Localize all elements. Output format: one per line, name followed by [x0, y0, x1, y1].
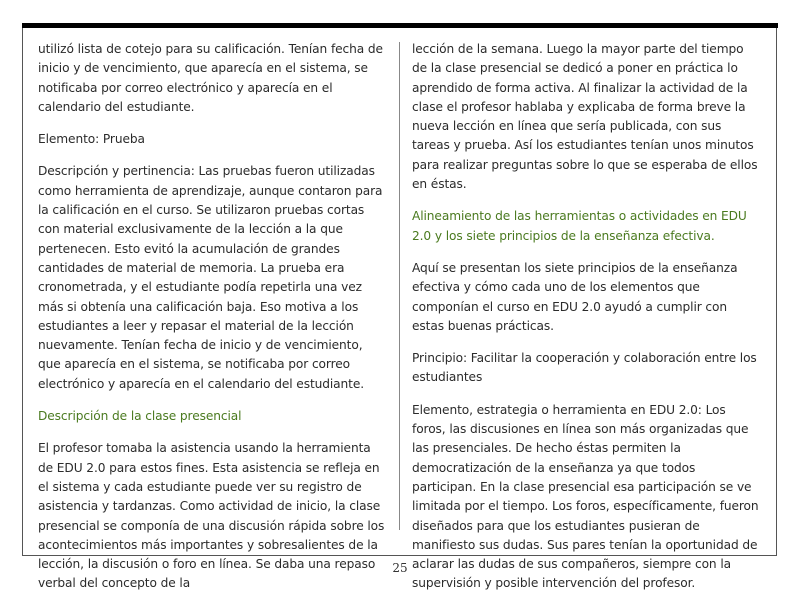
right-continuation-paragraph: lección de la semana. Luego la mayor parte del tiempo de la clase presencial se dedicó a poner en práctica lo aprendido de forma activa. Al finalizar la actividad de la clase el profesor hablaba y explicaba de forma breve la nueva lección en línea que sería publicada, con sus tareas y prueba. Así los estudiantes tenían unos minutos para realizar preguntas sobre lo que se esperaba de ellos en éstas. — [412, 42, 758, 192]
element-label: Elemento: Prueba — [38, 132, 145, 147]
right-column — [412, 40, 760, 607]
class-paragraph: El profesor tomaba la asistencia usando la herramienta de EDU 2.0 para estos fines. Esta asistencia se refleja en el sistema y cada estudiante puede ver su registro de asistencia y tardanzas. Como actividad de inicio, la clase presencial se componía de una discusión rápida sobre los acontecimientos más importantes y sobresalientes de la lección, la discusión o foro en línea. Se daba una repaso verbal del concepto de la — [38, 441, 385, 591]
left-column — [38, 40, 388, 607]
element-paragraph: Elemento, estrategia o herramienta en EDU 2.0: Los foros, las discusiones en línea son más organizadas que las presenciales. De hecho éstas permiten la democratización de la enseñanza ya que todos participan. En la clase presencial esa participación se ve limitada por el tiempo. Los foros, específicamente, fueron diseñados para que los estudiantes pusieran de manifiesto sus dudas. Sus pares tenían la oportunidad de aclarar las dudas de sus compañeros, siempre con la supervisión y posible intervención del profesor. — [412, 402, 759, 591]
principle-paragraph: Principio: Facilitar la cooperación y colaboración entre los estudiantes — [412, 351, 757, 385]
left-continuation-paragraph: utilizó lista de cotejo para su calificación. Tenían fecha de inicio y de vencimiento, que aparecía en el sistema, se notificaba por correo electrónico y aparecía en el calendario del estudiante. — [38, 42, 383, 114]
section-heading-alignment: Alineamiento de las herramientas o actividades en EDU 2.0 y los siete principios de la enseñanza efectiva. — [412, 209, 747, 243]
page-number: 25 — [392, 561, 408, 575]
intro-paragraph: Aquí se presentan los siete principios de la enseñanza efectiva y cómo cada uno de los elementos que componían el curso en EDU 2.0 ayudó a cumplir con estas buenas prácticas. — [412, 260, 738, 333]
description-paragraph: Descripción y pertinencia: Las pruebas fueron utilizadas como herramienta de aprendizaje, aunque contaron para la calificación en el curso. Se utilizaron pruebas cortas con material exclusivamente de la lección a la que pertenecen. Esto evitó la acumulación de grandes cantidades de material de memoria. La prueba era cronometrada, y el estudiante podía repetirla una vez más si obtenía una calificación baja. Eso motiva a los estudiantes a leer y repasar el material de la lección nuevamente. Tenían fecha de inicio y de vencimiento, que aparecía en el sistema, se notificaba por correo electrónico y aparecía en el calendario del estudiante. — [38, 164, 383, 391]
column-divider — [399, 42, 400, 530]
section-heading-class: Descripción de la clase presencial — [38, 409, 242, 424]
